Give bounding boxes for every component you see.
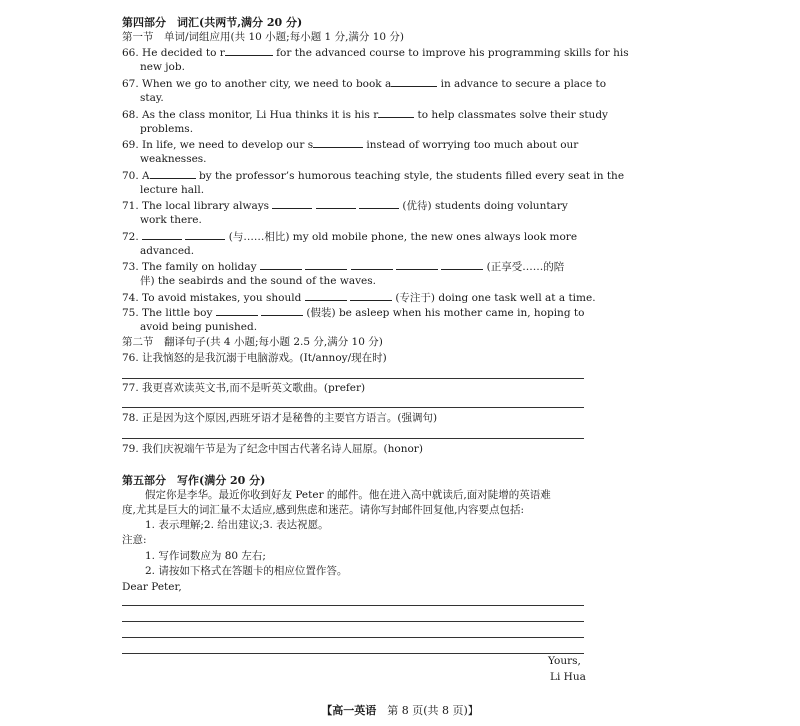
writing-prompt-line2: 度,尤其是巨大的词汇量不太适应,感到焦虑和迷茫。请你写封邮件回复他,内容要点包括:: [122, 504, 525, 516]
section1-heading: 第一节 单词/词组应用(共 10 小题;每小题 1 分,满分 10 分): [122, 31, 405, 43]
q66-line2: new job.: [140, 61, 185, 73]
note-label: 注意:: [122, 534, 147, 546]
writing-points: 1. 表示理解;2. 给出建议;3. 表达祝愿。: [145, 519, 329, 531]
q72-line1: 72. (与……相比) my old mobile phone, the new ones always look more: [122, 231, 578, 243]
q73-line2: 伴) the seabirds and the sound of the waves.: [140, 275, 376, 287]
note-item-1: 1. 写作词数应为 80 左右;: [145, 550, 266, 562]
letter-salutation: Dear Peter,: [122, 581, 182, 593]
q77-answer-line[interactable]: [122, 407, 584, 408]
writing-prompt-line1: 假定你是李华。最近你收到好友 Peter 的邮件。他在进入高中就读后,面对陡增的英语难: [145, 489, 551, 501]
note-item-2: 2. 请按如下格式在答题卡的相应位置作答。: [145, 565, 348, 577]
q69-line1: 69. In life, we need to develop our s instead of worrying too much about our: [122, 139, 579, 151]
q76-prompt: 76. 让我恼怒的是我沉溺于电脑游戏。(It/annoy/现在时): [122, 352, 387, 364]
q78-answer-line[interactable]: [122, 438, 584, 439]
writing-line[interactable]: [122, 637, 584, 638]
part5-heading: 第五部分 写作(满分 20 分): [122, 474, 266, 487]
letter-signature: Li Hua: [550, 671, 586, 683]
q78-prompt: 78. 正是因为这个原因,西班牙语才是秘鲁的主要官方语言。(强调句): [122, 412, 438, 424]
writing-line[interactable]: [122, 605, 584, 606]
q67-line1: 67. When we go to another city, we need to book a in advance to secure a place to: [122, 78, 607, 90]
q74-line1: 74. To avoid mistakes, you should (专注于) doing one task well at a time.: [122, 292, 596, 304]
letter-closing: Yours,: [548, 655, 581, 667]
q73-line1: 73. The family on holiday (正享受……的陪: [122, 261, 565, 273]
q75-line2: avoid being punished.: [140, 321, 258, 333]
q68-line1: 68. As the class monitor, Li Hua thinks it is his r to help classmates solve their study: [122, 109, 608, 121]
q77-prompt: 77. 我更喜欢读英文书,而不是听英文歌曲。(prefer): [122, 382, 366, 394]
q67-line2: stay.: [140, 92, 164, 104]
q71-line1: 71. The local library always (优待) students doing voluntary: [122, 200, 568, 212]
part4-heading: 第四部分 词汇(共两节,满分 20 分): [122, 16, 303, 29]
q68-line2: problems.: [140, 123, 194, 135]
writing-line[interactable]: [122, 621, 584, 622]
q70-line1: 70. A by the professor’s humorous teaching style, the students filled every seat in the: [122, 170, 625, 182]
q70-line2: lecture hall.: [140, 184, 205, 196]
q72-line2: advanced.: [140, 245, 195, 257]
q75-line1: 75. The little boy (假装) be asleep when his mother came in, hoping to: [122, 307, 585, 319]
page-footer: 【高一英语 第 8 页(共 8 页)】: [321, 704, 479, 717]
q66-line1: 66. He decided to r for the advanced course to improve his programming skills for his: [122, 47, 629, 59]
q76-answer-line[interactable]: [122, 378, 584, 379]
q79-prompt: 79. 我们庆祝端午节是为了纪念中国古代著名诗人屈原。(honor): [122, 443, 423, 455]
writing-line[interactable]: [122, 653, 584, 654]
section2-heading: 第二节 翻译句子(共 4 小题;每小题 2.5 分,满分 10 分): [122, 336, 383, 348]
q69-line2: weaknesses.: [140, 153, 207, 165]
q71-line2: work there.: [140, 214, 202, 226]
